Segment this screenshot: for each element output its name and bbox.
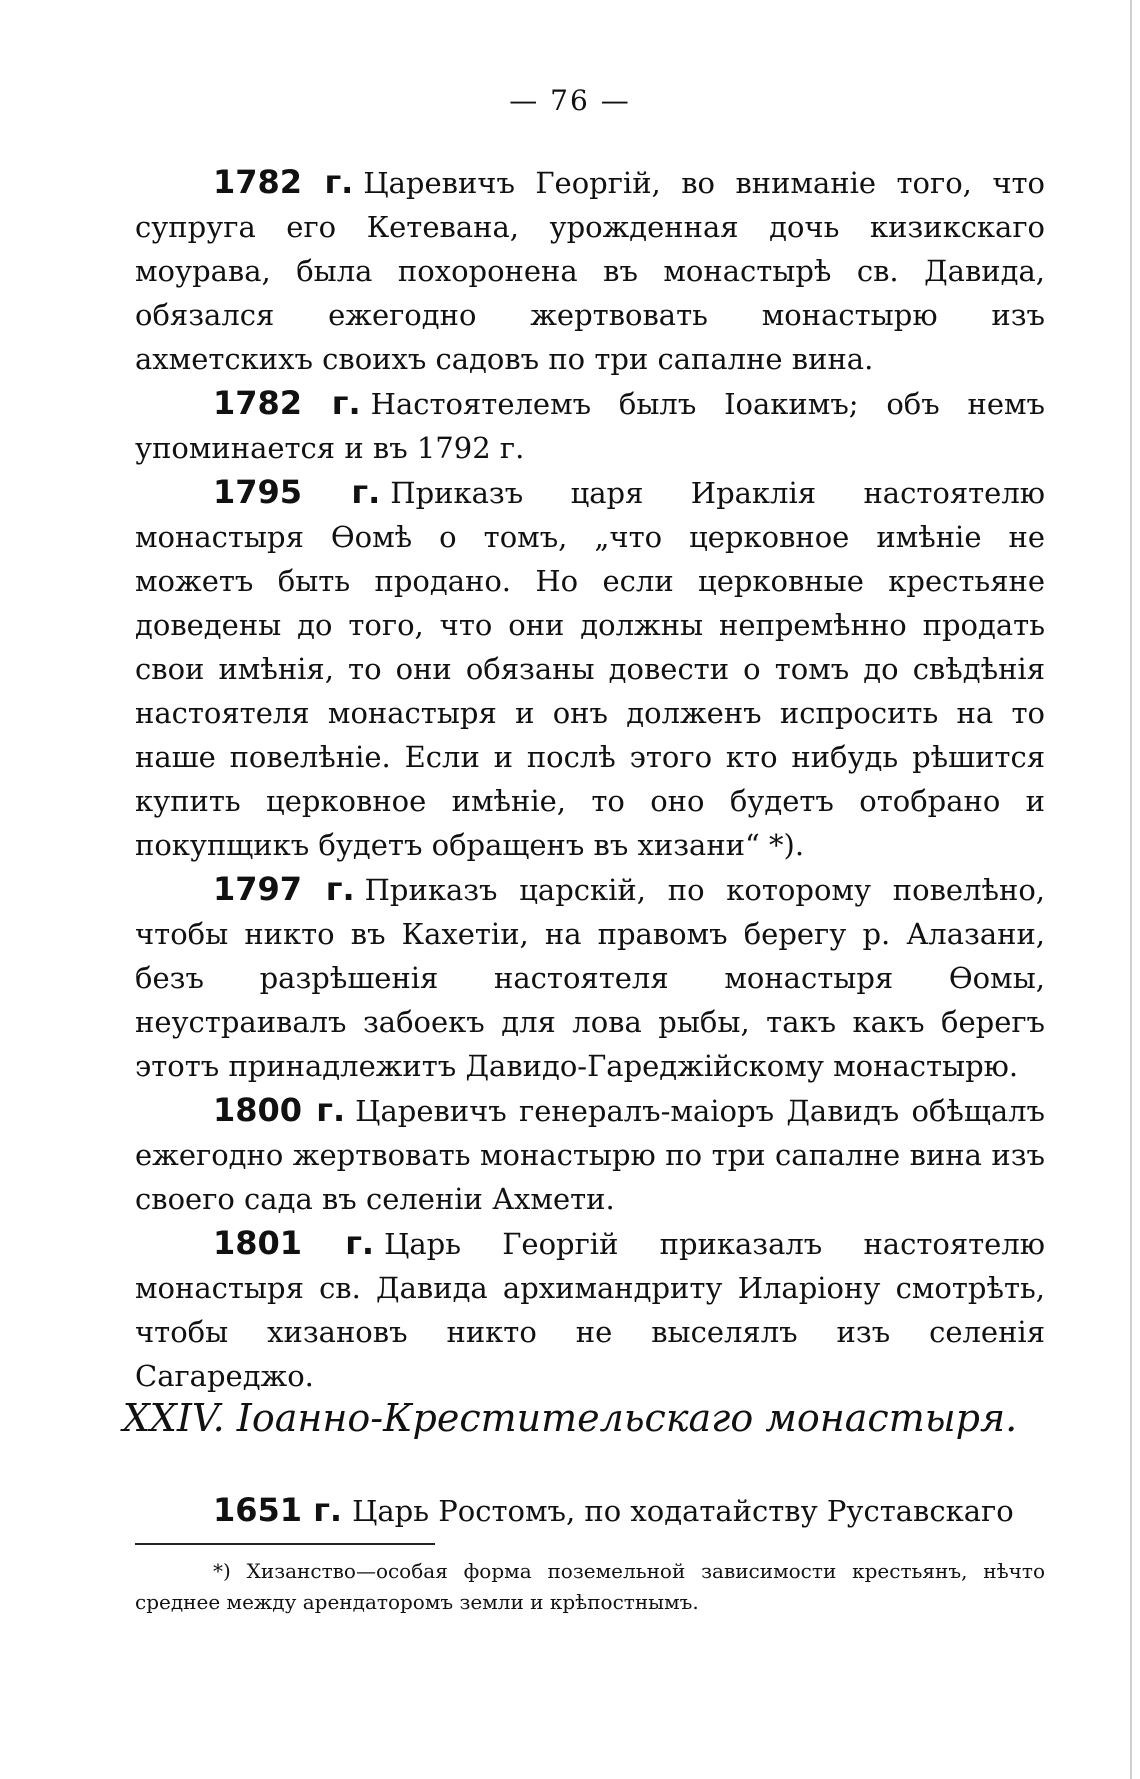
entry-1801 — [135, 1221, 1045, 1398]
entry-text: Приказъ царскій, по которому повелѣно, чтобы никто въ Кахетіи, на правомъ берегу р. Алазани, безъ разрѣшенія настоятеля монастыря Ѳомы, неустраивалъ забоекъ для лова рыбы, такъ какъ берегъ этотъ принадлежитъ Давидо-Гареджійскому монастырю. — [135, 873, 1045, 1083]
entry-text: Царевичъ Георгій, во вниманіе того, что супруга его Кетевана, урожденная дочь кизикскаго моурава, была похоронена въ монастырѣ св. Давида, обязался ежегодно жертвовать монастырю изъ ахметскихъ своихъ садовъ по три сапалне вина. — [135, 166, 1045, 376]
entry-text: Царь Георгій приказалъ настоятелю монастыря св. Давида архимандриту Иларіону смотрѣть, чтобы хизановъ никто не выселялъ изъ селенія Сагареджо. — [135, 1227, 1045, 1393]
entry-text: Царь Ростомъ, по ходатайству Руставскаго — [352, 1494, 1014, 1528]
entry-year: 1651 г. — [213, 1491, 343, 1529]
entry-text: Царевичъ генералъ-маіоръ Давидъ обѣщалъ ежегодно жертвовать монастырю по три сапалне вина изъ своего сада въ селеніи Ахмети. — [135, 1094, 1045, 1216]
entry-1795 — [135, 470, 1045, 867]
section-heading: XXIV. Іоанно-Крестительскаго монастыря. — [122, 1396, 1018, 1440]
entry-year: 1801 г. — [213, 1224, 375, 1262]
entry-year: 1782 г. — [213, 163, 354, 201]
entry-year: 1782 г. — [213, 384, 361, 422]
chronicle-entries — [135, 160, 1045, 1398]
entry-1782-georgiy — [135, 160, 1045, 381]
footnote: *) Хизанство—особая форма поземельной зависимости крестьянъ, нѣчто среднее между арендаторомъ земли и крѣпостнымъ. — [135, 1559, 1045, 1614]
page-edge-rule — [1130, 0, 1132, 1779]
entry-year: 1795 г. — [213, 473, 381, 511]
footnote-divider — [135, 1543, 435, 1545]
page-number: — 76 — — [509, 84, 631, 117]
entry-year: 1797 г. — [213, 870, 355, 908]
entry-year: 1800 г. — [213, 1091, 346, 1129]
entry-1782-ioakim — [135, 381, 1045, 470]
entry-text: Приказъ царя Ираклія настоятелю монастыря Ѳомѣ о томъ, „что церковное имѣніе не можетъ быть продано. Но если церковные крестьяне доведены до того, что они должны непремѣнно продать свои имѣнія, то они обязаны довести о томъ до свѣдѣнія настоятеля монастыря и онъ долженъ испросить на то наше повелѣніе. Если и послѣ этого кто нибудь рѣшится купить церковное имѣніе, то оно будетъ отобрано и покупщикъ будетъ обращенъ въ хизани“ *). — [135, 476, 1045, 862]
entry-1797 — [135, 867, 1045, 1088]
entry-text: Настоятелемъ былъ Іоакимъ; объ немъ упоминается и въ 1792 г. — [135, 387, 1046, 465]
entry-1800 — [135, 1088, 1045, 1221]
entry-1651 — [135, 1488, 1045, 1533]
